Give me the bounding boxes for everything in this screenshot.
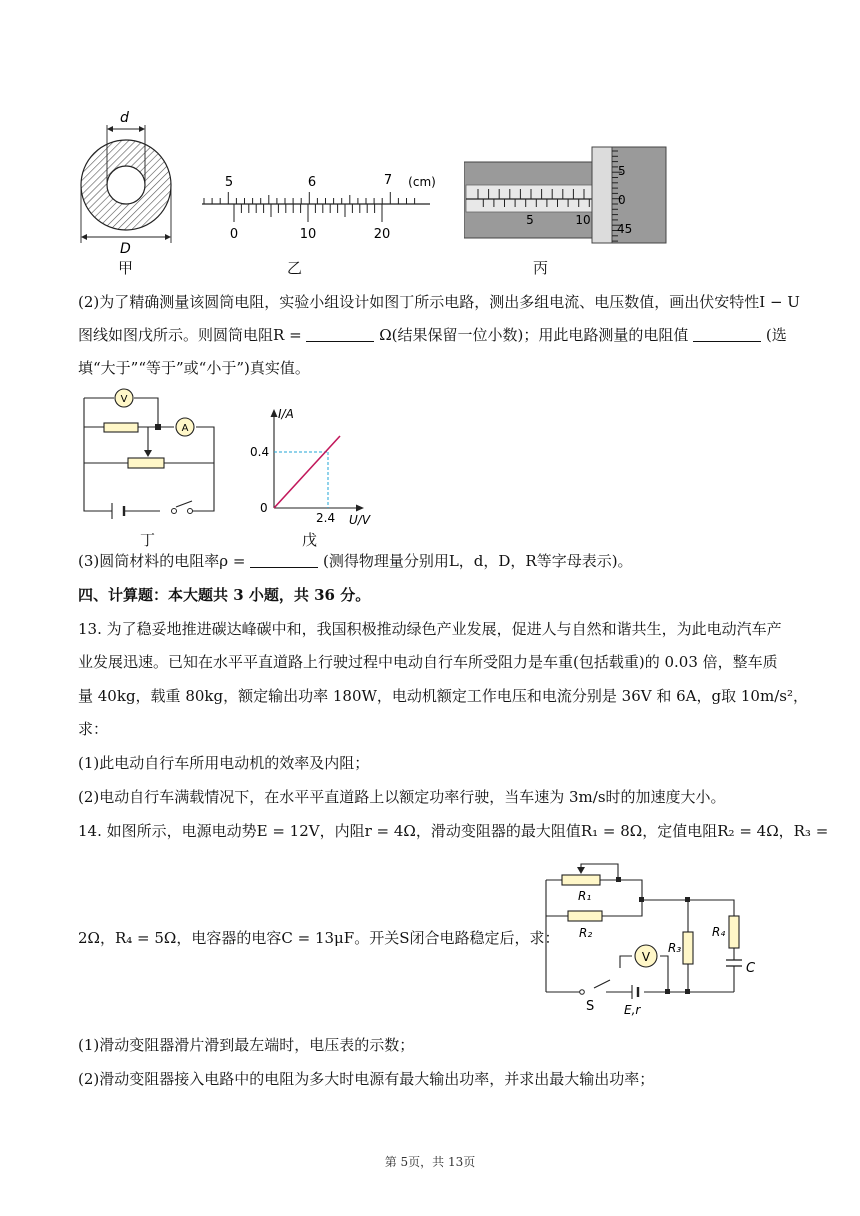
wu-y-axis-label: I/A: [278, 407, 294, 421]
figure-ding-label: 丁: [140, 531, 156, 549]
q14-node-5: [685, 989, 690, 994]
q14-R2: [568, 911, 602, 921]
q14-node-4: [665, 989, 670, 994]
q2-line3: 填“大于”“等于”或“小于”)真实值。: [78, 359, 310, 377]
q14-voltmeter-label: V: [641, 950, 651, 964]
yi-vernier-tick-10: 10: [299, 227, 317, 242]
yi-main-tick-7: 7: [383, 173, 393, 188]
q14-R1: [562, 875, 600, 885]
wu-origin: 0: [260, 501, 268, 515]
q14-R3: [683, 932, 693, 964]
q13-line1: 13. 为了稳妥地推进碳达峰碳中和，我国积极推动绿色产业发展，促进人与自然和谐共生，为此电动汽车产: [78, 620, 782, 638]
figure-bing-label: 丙: [533, 259, 549, 277]
q3-line: [78, 551, 633, 571]
ding-voltmeter-label: V: [120, 394, 128, 405]
q14-Er-label: E,r: [624, 1003, 641, 1017]
ding-rheostat: [128, 458, 164, 468]
figure-yi-label: 乙: [287, 259, 303, 277]
ding-node-1: [155, 424, 161, 430]
q14-node-1: [616, 877, 621, 882]
q13-sub2: (2)电动自行车满载情况下，在水平平直道路上以额定功率行驶，当车速为 3m/s时的加速度大小。: [78, 788, 726, 806]
q14-S-label: S: [586, 999, 595, 1014]
bing-sleeve-tick-5: 5: [526, 213, 534, 227]
q13-line2: 业发展迅速。已知在水平平直道路上行驶过程中电动自行车所受阻力是车重(包括载重)的 0.03 倍，整车质: [78, 653, 778, 671]
bing-thimble-tick-0: 0: [618, 193, 626, 207]
q14-R1-label: R₁: [578, 889, 592, 903]
figure-jia-label: 甲: [118, 259, 134, 277]
q2-line2: [78, 325, 787, 345]
q14-R4-label: R₄: [712, 925, 726, 939]
q13-line4: 求：: [78, 720, 109, 738]
yi-main-scale: [202, 173, 436, 204]
ding-ammeter-label: A: [181, 423, 189, 434]
q14-node-3: [685, 897, 690, 902]
figure-yi: [198, 168, 448, 246]
wu-x-tick: 2.4: [316, 511, 336, 525]
yi-main-tick-5: 5: [224, 175, 234, 190]
q2-line2-b: Ω(结果保留一位小数)；用此电路测量的电阻值: [379, 326, 689, 344]
wu-iu-line: [274, 436, 340, 508]
figure-q14-circuit: [538, 860, 768, 1018]
yi-vernier-scale: [230, 204, 390, 242]
q2-line2-c: (选: [765, 326, 787, 344]
wu-x-axis-label: U/V: [349, 513, 371, 527]
ding-resistor: [104, 423, 138, 432]
page-footer: 第 5页，共 13页: [384, 1155, 476, 1169]
q13-line3: 量 40kg，载重 80kg，额定输出功率 180W，电动机额定工作电压和电流分别是 36V 和 6A，g取 10m/s²，: [78, 687, 808, 705]
q14-R2-label: R₂: [579, 926, 593, 940]
q2-line2-a: 图线如图戊所示。则圆筒电阻R =: [78, 326, 302, 344]
q14-sub1: (1)滑动变阻器滑片滑到最左端时，电压表的示数；: [78, 1036, 415, 1054]
yi-vernier-tick-20: 20: [373, 227, 391, 242]
q13-sub1: (1)此电动自行车所用电动机的效率及内阻；: [78, 754, 370, 772]
yi-vernier-tick-0: 0: [229, 227, 239, 242]
q14-R3-label: R₃: [668, 941, 682, 955]
jia-D-label: D: [120, 241, 131, 255]
jia-d-label: d: [120, 110, 129, 126]
figure-bing: [464, 145, 670, 245]
q14-line2: 2Ω，R₄ = 5Ω，电容器的电容C = 13μF。开关S闭合电路稳定后，求：: [78, 929, 560, 947]
bing-sleeve-tick-10: 10: [575, 213, 591, 227]
q14-line1: 14. 如图所示，电源电动势E = 12V，内阻r = 4Ω，滑动变阻器的最大阻值R₁ = 8Ω，定值电阻R₂ = 4Ω，R₃ =: [78, 822, 829, 840]
q14-R4: [729, 916, 739, 948]
figure-wu-label: 戊: [302, 531, 318, 549]
q14-sub2: (2)滑动变阻器接入电路中的电阻为多大时电源有最大输出功率，并求出最大输出功率；: [78, 1070, 655, 1088]
q2-line1: (2)为了精确测量该圆筒电阻，实验小组设计如图丁所示电路，测出多组电流、电压数值，画出伏安特性I − U: [78, 293, 800, 311]
yi-unit: (cm): [408, 175, 436, 189]
figure-wu: [250, 400, 380, 528]
figure-jia: [72, 105, 182, 255]
q14-node-2: [639, 897, 644, 902]
answer-blank-resistance[interactable]: [306, 327, 374, 342]
section-4-title: 四、计算题：本大题共 3 小题，共 36 分。: [78, 586, 371, 604]
q3-b: (测得物理量分别用L，d，D，R等字母表示)。: [322, 552, 633, 570]
bing-thimble-tick-45: 45: [617, 222, 633, 236]
bing-thimble-tick-5: 5: [618, 164, 626, 178]
wu-y-tick: 0.4: [250, 445, 270, 459]
q14-C-label: C: [746, 961, 756, 976]
figure-ding: [76, 385, 222, 523]
q3-a: (3)圆筒材料的电阻率ρ =: [78, 552, 246, 570]
answer-blank-compare[interactable]: [693, 327, 761, 342]
yi-main-tick-6: 6: [307, 175, 317, 190]
answer-blank-resistivity[interactable]: [250, 553, 318, 568]
